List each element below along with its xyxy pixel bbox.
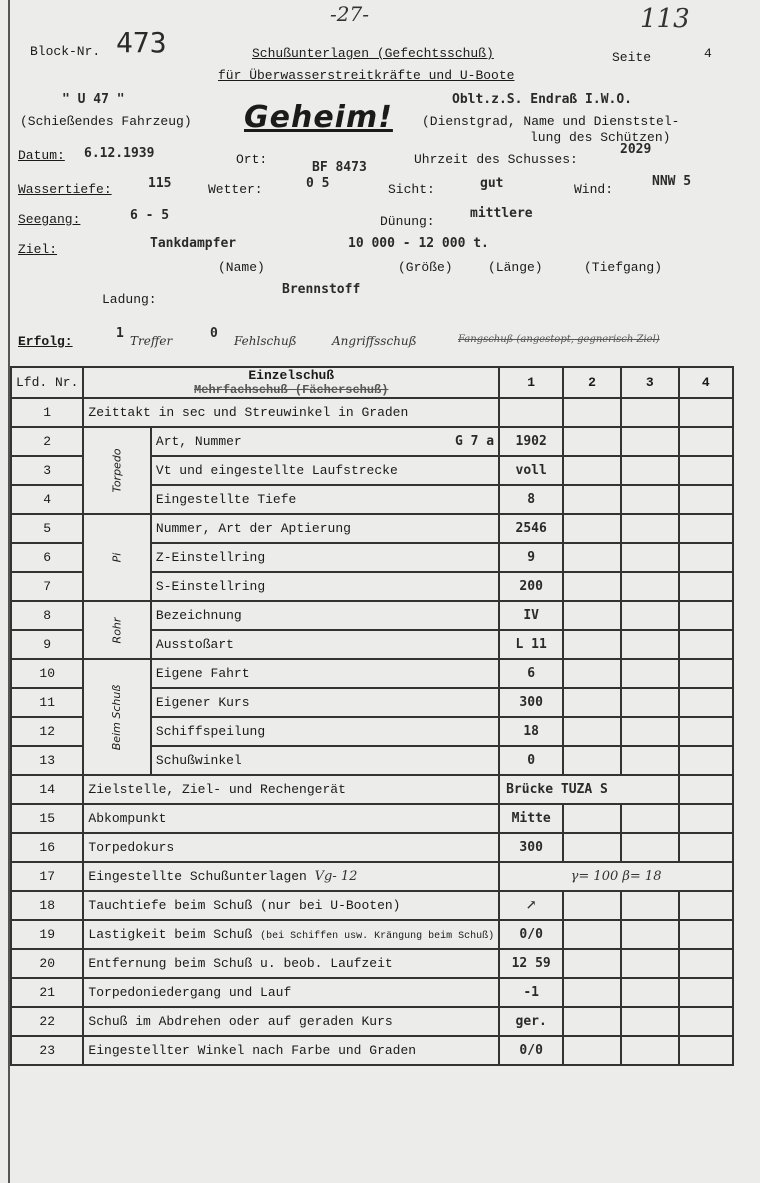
group-label: Beim Schuß	[110, 684, 124, 750]
row-label: Entfernung beim Schuß u. beob. Laufzeit	[83, 949, 499, 978]
row-label: Nummer, Art der Aptierung	[151, 514, 499, 543]
row-value: 0	[499, 746, 563, 775]
row-label: Vt und eingestellte Laufstrecke	[151, 456, 499, 485]
row-label: Bezeichnung	[151, 601, 499, 630]
duenung-value: mittlere	[470, 206, 533, 221]
row-value: 1902	[499, 427, 563, 456]
row-label	[151, 427, 499, 456]
row-number: 23	[11, 1036, 83, 1065]
row-label: Eigener Kurs	[151, 688, 499, 717]
block-number: 473	[116, 26, 167, 59]
ort-label: Ort:	[236, 152, 268, 167]
row-number: 10	[11, 659, 83, 688]
row-label-text: Eingestellte Schußunterlagen	[88, 869, 307, 884]
wind-value: NNW 5	[652, 174, 692, 189]
table-row	[11, 891, 733, 920]
group-label: Torpedo	[110, 448, 124, 493]
row-value: 0/0	[499, 1036, 563, 1065]
row-label: Eigene Fahrt	[151, 659, 499, 688]
table-row	[11, 1007, 733, 1036]
vessel-name: " U 47 "	[62, 92, 125, 107]
row-number: 8	[11, 601, 83, 630]
row-value: voll	[499, 456, 563, 485]
ziel-groesse: 10 000 - 12 000 t.	[348, 236, 489, 251]
sicht-value: gut	[480, 176, 504, 191]
row-extra: (bei Schiffen usw. Krängung beim Schuß)	[260, 931, 495, 942]
wassertiefe-value: 115	[148, 176, 172, 191]
row-number: 9	[11, 630, 83, 659]
vessel-caption: (Schießendes Fahrzeug)	[20, 114, 192, 129]
row-number: 6	[11, 543, 83, 572]
row-number: 19	[11, 920, 83, 949]
row-number: 1	[11, 398, 83, 427]
row-value: Brücke TUZA S	[499, 775, 678, 804]
row-label-text: Art, Nummer	[155, 434, 242, 449]
mehrfach-struck: Mehrfachschuß (Fächerschuß)	[194, 383, 389, 397]
erfolg-fangschuss-struck: Fangschuß (angestopt, gegnerisch Ziel)	[458, 334, 660, 345]
officer-caption-2: lung des Schützen)	[530, 130, 671, 145]
row-number: 11	[11, 688, 83, 717]
seite-value: 4	[704, 46, 712, 61]
row-label: Schuß im Abdrehen oder auf geraden Kurs	[83, 1007, 499, 1036]
table-row	[11, 862, 733, 891]
group-torpedo	[83, 427, 150, 514]
erfolg-angriff-label: Angriffsschuß	[332, 334, 417, 348]
table-row	[11, 398, 733, 427]
wetter-label: Wetter:	[208, 182, 263, 197]
table-row	[11, 514, 733, 543]
wassertiefe-label: Wassertiefe:	[18, 182, 112, 197]
table-row	[11, 804, 733, 833]
seegang-value: 6 - 5	[130, 208, 170, 223]
row-number: 21	[11, 978, 83, 1007]
row-extra: Vg- 12	[314, 869, 358, 884]
seite-label: Seite	[612, 50, 652, 65]
row-label: Z-Einstellring	[151, 543, 499, 572]
sicht-label: Sicht:	[388, 182, 435, 197]
row-number: 4	[11, 485, 83, 514]
duenung-label: Dünung:	[380, 214, 435, 229]
row-value: IV	[499, 601, 563, 630]
row-number: 3	[11, 456, 83, 485]
col-2-header: 2	[563, 367, 621, 398]
wind-label: Wind:	[574, 182, 614, 197]
row-number: 5	[11, 514, 83, 543]
block-label: Block-Nr.	[30, 44, 101, 59]
row-number: 16	[11, 833, 83, 862]
row-value: Mitte	[499, 804, 563, 833]
table-row	[11, 833, 733, 862]
ladung-label: Ladung:	[102, 292, 157, 307]
row-value: -1	[499, 978, 563, 1007]
group-label: Pi	[110, 552, 124, 563]
table-row	[11, 601, 733, 630]
row-label: Ausstoßart	[151, 630, 499, 659]
datum-value: 6.12.1939	[84, 146, 155, 161]
seegang-label: Seegang:	[18, 212, 81, 227]
shot-data-table	[10, 366, 734, 1066]
uhrzeit-label: Uhrzeit des Schusses:	[414, 152, 578, 167]
ort-value: BF 8473	[312, 160, 367, 175]
row-number: 22	[11, 1007, 83, 1036]
table-row	[11, 775, 733, 804]
row-number: 14	[11, 775, 83, 804]
form-title: Schußunterlagen (Gefechtsschuß)	[252, 46, 494, 61]
row-number: 13	[11, 746, 83, 775]
caption-groesse: (Größe)	[398, 260, 453, 275]
row-label	[83, 862, 499, 891]
group-label: Rohr	[110, 617, 124, 643]
row-extra: G 7 a	[454, 434, 495, 449]
row-label: Eingestellter Winkel nach Farbe und Graden	[83, 1036, 499, 1065]
row-label: S-Einstellring	[151, 572, 499, 601]
table-header	[11, 367, 733, 398]
corner-handwritten-number: 113	[640, 4, 690, 34]
col-1-header: 1	[499, 367, 563, 398]
erfolg-fehl-count: 0	[210, 326, 218, 341]
row-label	[83, 920, 499, 949]
ziel-label: Ziel:	[18, 242, 58, 257]
erfolg-fehl-label: Fehlschuß	[234, 334, 297, 348]
row-value: L 11	[499, 630, 563, 659]
col-4-header: 4	[679, 367, 733, 398]
row-value: 300	[499, 688, 563, 717]
page-mark: -27-	[330, 2, 369, 26]
einzel-title: Einzelschuß	[248, 368, 335, 383]
col-3-header: 3	[621, 367, 679, 398]
row-value: 12 59	[499, 949, 563, 978]
row-number: 17	[11, 862, 83, 891]
erfolg-label: Erfolg:	[18, 334, 73, 349]
row-value: 300	[499, 833, 563, 862]
table-row	[11, 978, 733, 1007]
caption-laenge: (Länge)	[488, 260, 543, 275]
row-value: 8	[499, 485, 563, 514]
erfolg-treffer-label: Treffer	[130, 334, 173, 348]
row-label-text: Lastigkeit beim Schuß	[88, 927, 253, 942]
group-rohr	[83, 601, 150, 659]
row-label: Zielstelle, Ziel- und Rechengerät	[83, 775, 499, 804]
row-value: ger.	[499, 1007, 563, 1036]
ziel-name: Tankdampfer	[150, 236, 237, 251]
form-subtitle: für Überwasserstreitkräfte und U-Boote	[218, 68, 515, 83]
caption-tiefgang: (Tiefgang)	[584, 260, 663, 275]
officer-caption-1: (Dienstgrad, Name und Dienststel-	[422, 114, 680, 129]
table-row	[11, 949, 733, 978]
row-value: 0/0	[499, 920, 563, 949]
table-row	[11, 1036, 733, 1065]
row-label: Zeittakt in sec und Streuwinkel in Graden	[83, 398, 499, 427]
table-row	[11, 427, 733, 456]
datum-label: Datum:	[18, 148, 65, 163]
row-value: 200	[499, 572, 563, 601]
uhrzeit-value: 2029	[620, 142, 652, 157]
row-label: Tauchtiefe beim Schuß (nur bei U-Booten)	[83, 891, 499, 920]
officer-name: Oblt.z.S. Endraß I.W.O.	[452, 92, 633, 107]
row-value: ↗	[499, 891, 563, 920]
row-label: Torpedokurs	[83, 833, 499, 862]
row-label: Schußwinkel	[151, 746, 499, 775]
row-value	[499, 398, 563, 427]
wetter-value: 0 5	[306, 176, 330, 191]
row-number: 2	[11, 427, 83, 456]
row-number: 15	[11, 804, 83, 833]
ladung-value: Brennstoff	[282, 282, 361, 297]
row-value: 18	[499, 717, 563, 746]
table-row	[11, 920, 733, 949]
row-value: 9	[499, 543, 563, 572]
secret-stamp: Geheim!	[244, 100, 393, 135]
col-lfd-header: Lfd. Nr.	[11, 367, 83, 398]
group-pi	[83, 514, 150, 601]
col-einzel-header	[83, 367, 499, 398]
table-row	[11, 659, 733, 688]
erfolg-treffer-count: 1	[116, 326, 124, 341]
row-value: γ= 100 β= 18	[499, 862, 733, 891]
row-number: 18	[11, 891, 83, 920]
row-label: Eingestellte Tiefe	[151, 485, 499, 514]
row-value: 6	[499, 659, 563, 688]
row-value: 2546	[499, 514, 563, 543]
row-number: 7	[11, 572, 83, 601]
row-number: 12	[11, 717, 83, 746]
caption-name: (Name)	[218, 260, 265, 275]
row-label: Abkompunkt	[83, 804, 499, 833]
group-beim-schuss	[83, 659, 150, 775]
row-number: 20	[11, 949, 83, 978]
row-label: Schiffspeilung	[151, 717, 499, 746]
row-label: Torpedoniedergang und Lauf	[83, 978, 499, 1007]
